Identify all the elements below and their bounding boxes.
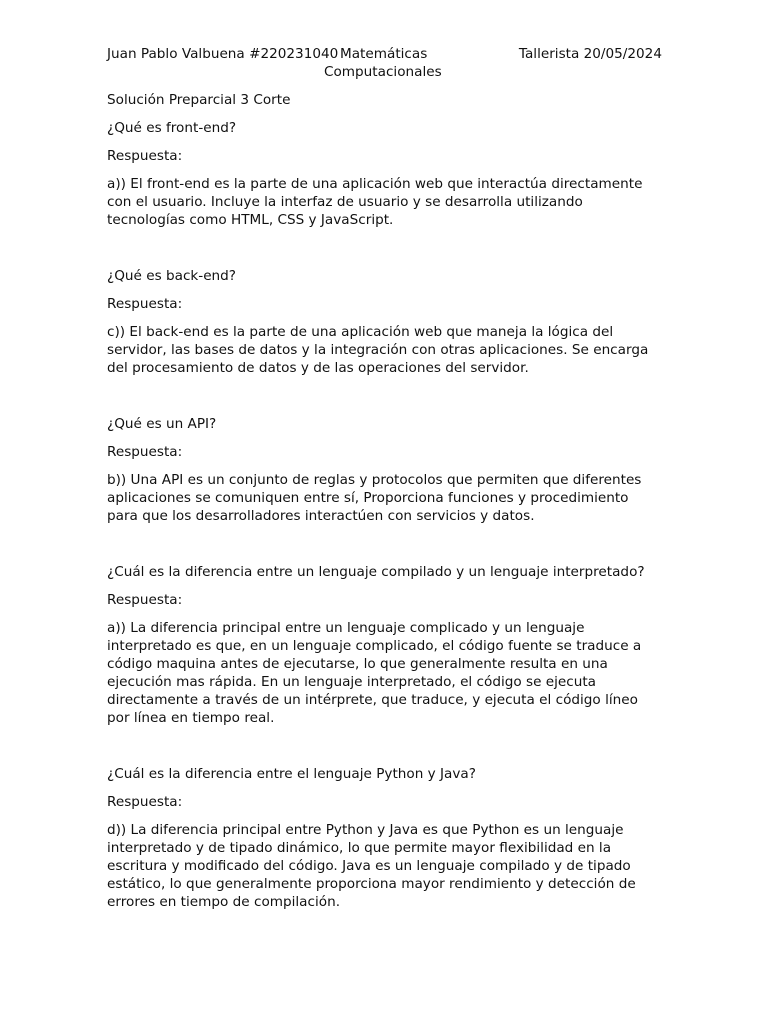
answer-label-3: Respuesta:	[107, 444, 183, 460]
document-header	[107, 45, 662, 81]
course-name-line1: Matemáticas	[340, 46, 428, 62]
question-5: ¿Cuál es la diferencia entre el lenguaje Python y Java?	[107, 766, 476, 782]
answer-label-5: Respuesta:	[107, 794, 183, 810]
course-name	[324, 45, 460, 80]
answer-1: a)) El front-end es la parte de una aplicación web que interactúa directamente con el usuario. Incluye la interfaz de usuario y se desarrolla utilizando tecnologías como HTML, CSS y JavaScript.	[107, 176, 643, 228]
question-2: ¿Qué es back-end?	[107, 268, 237, 284]
question-1: ¿Qué es front-end?	[107, 120, 237, 136]
question-4: ¿Cuál es la diferencia entre un lenguaje compilado y un lenguaje interpretado?	[107, 564, 645, 580]
answer-4: a)) La diferencia principal entre un lenguaje complicado y un lenguaje interpretado es que, en un lenguaje complicado, el código fuente se traduce a código maquina antes de ejecutarse, lo que generalmente resulta en una ejecución mas rápida. En un lenguaje interpretado, el código se ejecuta directamente a través de un intérprete, que traduce, y ejecuta el código líneo por línea en tiempo real.	[107, 620, 642, 726]
document-body	[107, 91, 663, 949]
document-title: Solución Preparcial 3 Corte	[107, 92, 291, 108]
answer-5: d)) La diferencia principal entre Python y Java es que Python es un lenguaje interpretado y de tipado dinámico, lo que permite mayor flexibilidad en la escritura y modificado del código. Java es un lenguaje compilado y de tipado estático, lo que generalmente proporciona mayor rendimiento y detección de errores en tiempo de compilación.	[107, 822, 636, 910]
tutor-date: Tallerista 20/05/2024	[518, 46, 662, 62]
answer-label-4: Respuesta:	[107, 592, 183, 608]
answer-label-2: Respuesta:	[107, 296, 183, 312]
answer-label-1: Respuesta:	[107, 148, 183, 164]
answer-3: b)) Una API es un conjunto de reglas y protocolos que permiten que diferentes aplicaciones se comuniquen entre sí, Proporciona funciones y procedimiento para que los desarrolladores interactúen con servicios y datos.	[107, 472, 642, 524]
student-info: Juan Pablo Valbuena #220231040	[107, 46, 339, 62]
answer-2: c)) El back-end es la parte de una aplicación web que maneja la lógica del servidor, las bases de datos y la integración con otras aplicaciones. Se encarga del procesamiento de datos y de las operaciones del servidor.	[107, 324, 649, 376]
course-name-line2: Computacionales	[324, 64, 442, 80]
question-3: ¿Qué es un API?	[107, 416, 217, 432]
